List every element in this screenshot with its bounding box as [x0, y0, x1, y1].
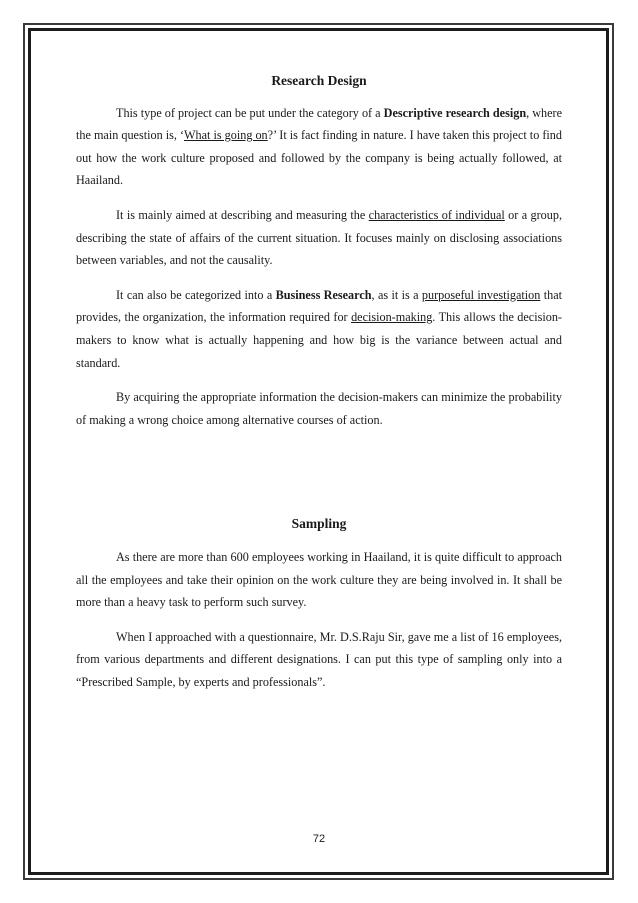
underlined-what-is-going-on: What is going on	[184, 128, 268, 143]
text-run: This type of project can be put under the category of a	[116, 105, 384, 120]
paragraph-sampling-2: When I approached with a questionnaire, Mr. D.S.Raju Sir, gave me a list of 16 employees, from various departments and different designations. I can put this type of sampling only into a “Prescribed Sample, by experts and professionals”.	[76, 629, 562, 689]
underlined-purposeful-investigation: purposeful investigation	[421, 287, 541, 302]
text-run: , as it is a	[371, 287, 422, 302]
text-run: , where the main question is, ‘	[76, 105, 562, 143]
text-run: or a group, describing the state of affairs of the current situation. It focuses mainly on disclosing associations between variables, and not the causality.	[76, 207, 562, 268]
document-body	[76, 70, 562, 705]
paragraph-research-design-4: By acquiring the appropriate information the decision-makers can minimize the probability of making a wrong choice among alternative courses of action.	[76, 390, 562, 427]
paragraph-research-design-1	[76, 102, 562, 192]
underlined-decision-making: decision-making	[351, 310, 433, 325]
page-number: 72	[312, 833, 326, 845]
bold-term-business-research: Business Research	[275, 287, 372, 302]
paragraph-research-design-3	[76, 284, 562, 374]
text-run: ?’ It is fact finding in nature. I have taken this project to find out how the work culture proposed and followed by the company is being actually followed, at Haailand.	[76, 128, 562, 188]
paragraph-sampling-1: As there are more than 600 employees working in Haailand, it is quite difficult to approach all the employees and take their opinion on the work culture they are being involved in. It shall be more than a heavy task to perform such survey.	[76, 549, 562, 610]
text-run: that provides, the organization, the information required for	[76, 287, 563, 325]
bold-term-descriptive-research-design: Descriptive research design	[383, 105, 527, 120]
text-run: It can also be categorized into a	[116, 287, 276, 302]
text-run: . This allows the decision-makers to know what is actually happening and how big is the variance between actual and standard.	[76, 310, 562, 370]
underlined-characteristics-of-individual: characteristics of individual	[368, 207, 505, 222]
text-run: It is mainly aimed at describing and measuring the	[116, 207, 369, 222]
paragraph-research-design-2	[76, 204, 562, 272]
heading-sampling: Sampling	[291, 516, 347, 532]
heading-research-design: Research Design	[271, 73, 367, 88]
